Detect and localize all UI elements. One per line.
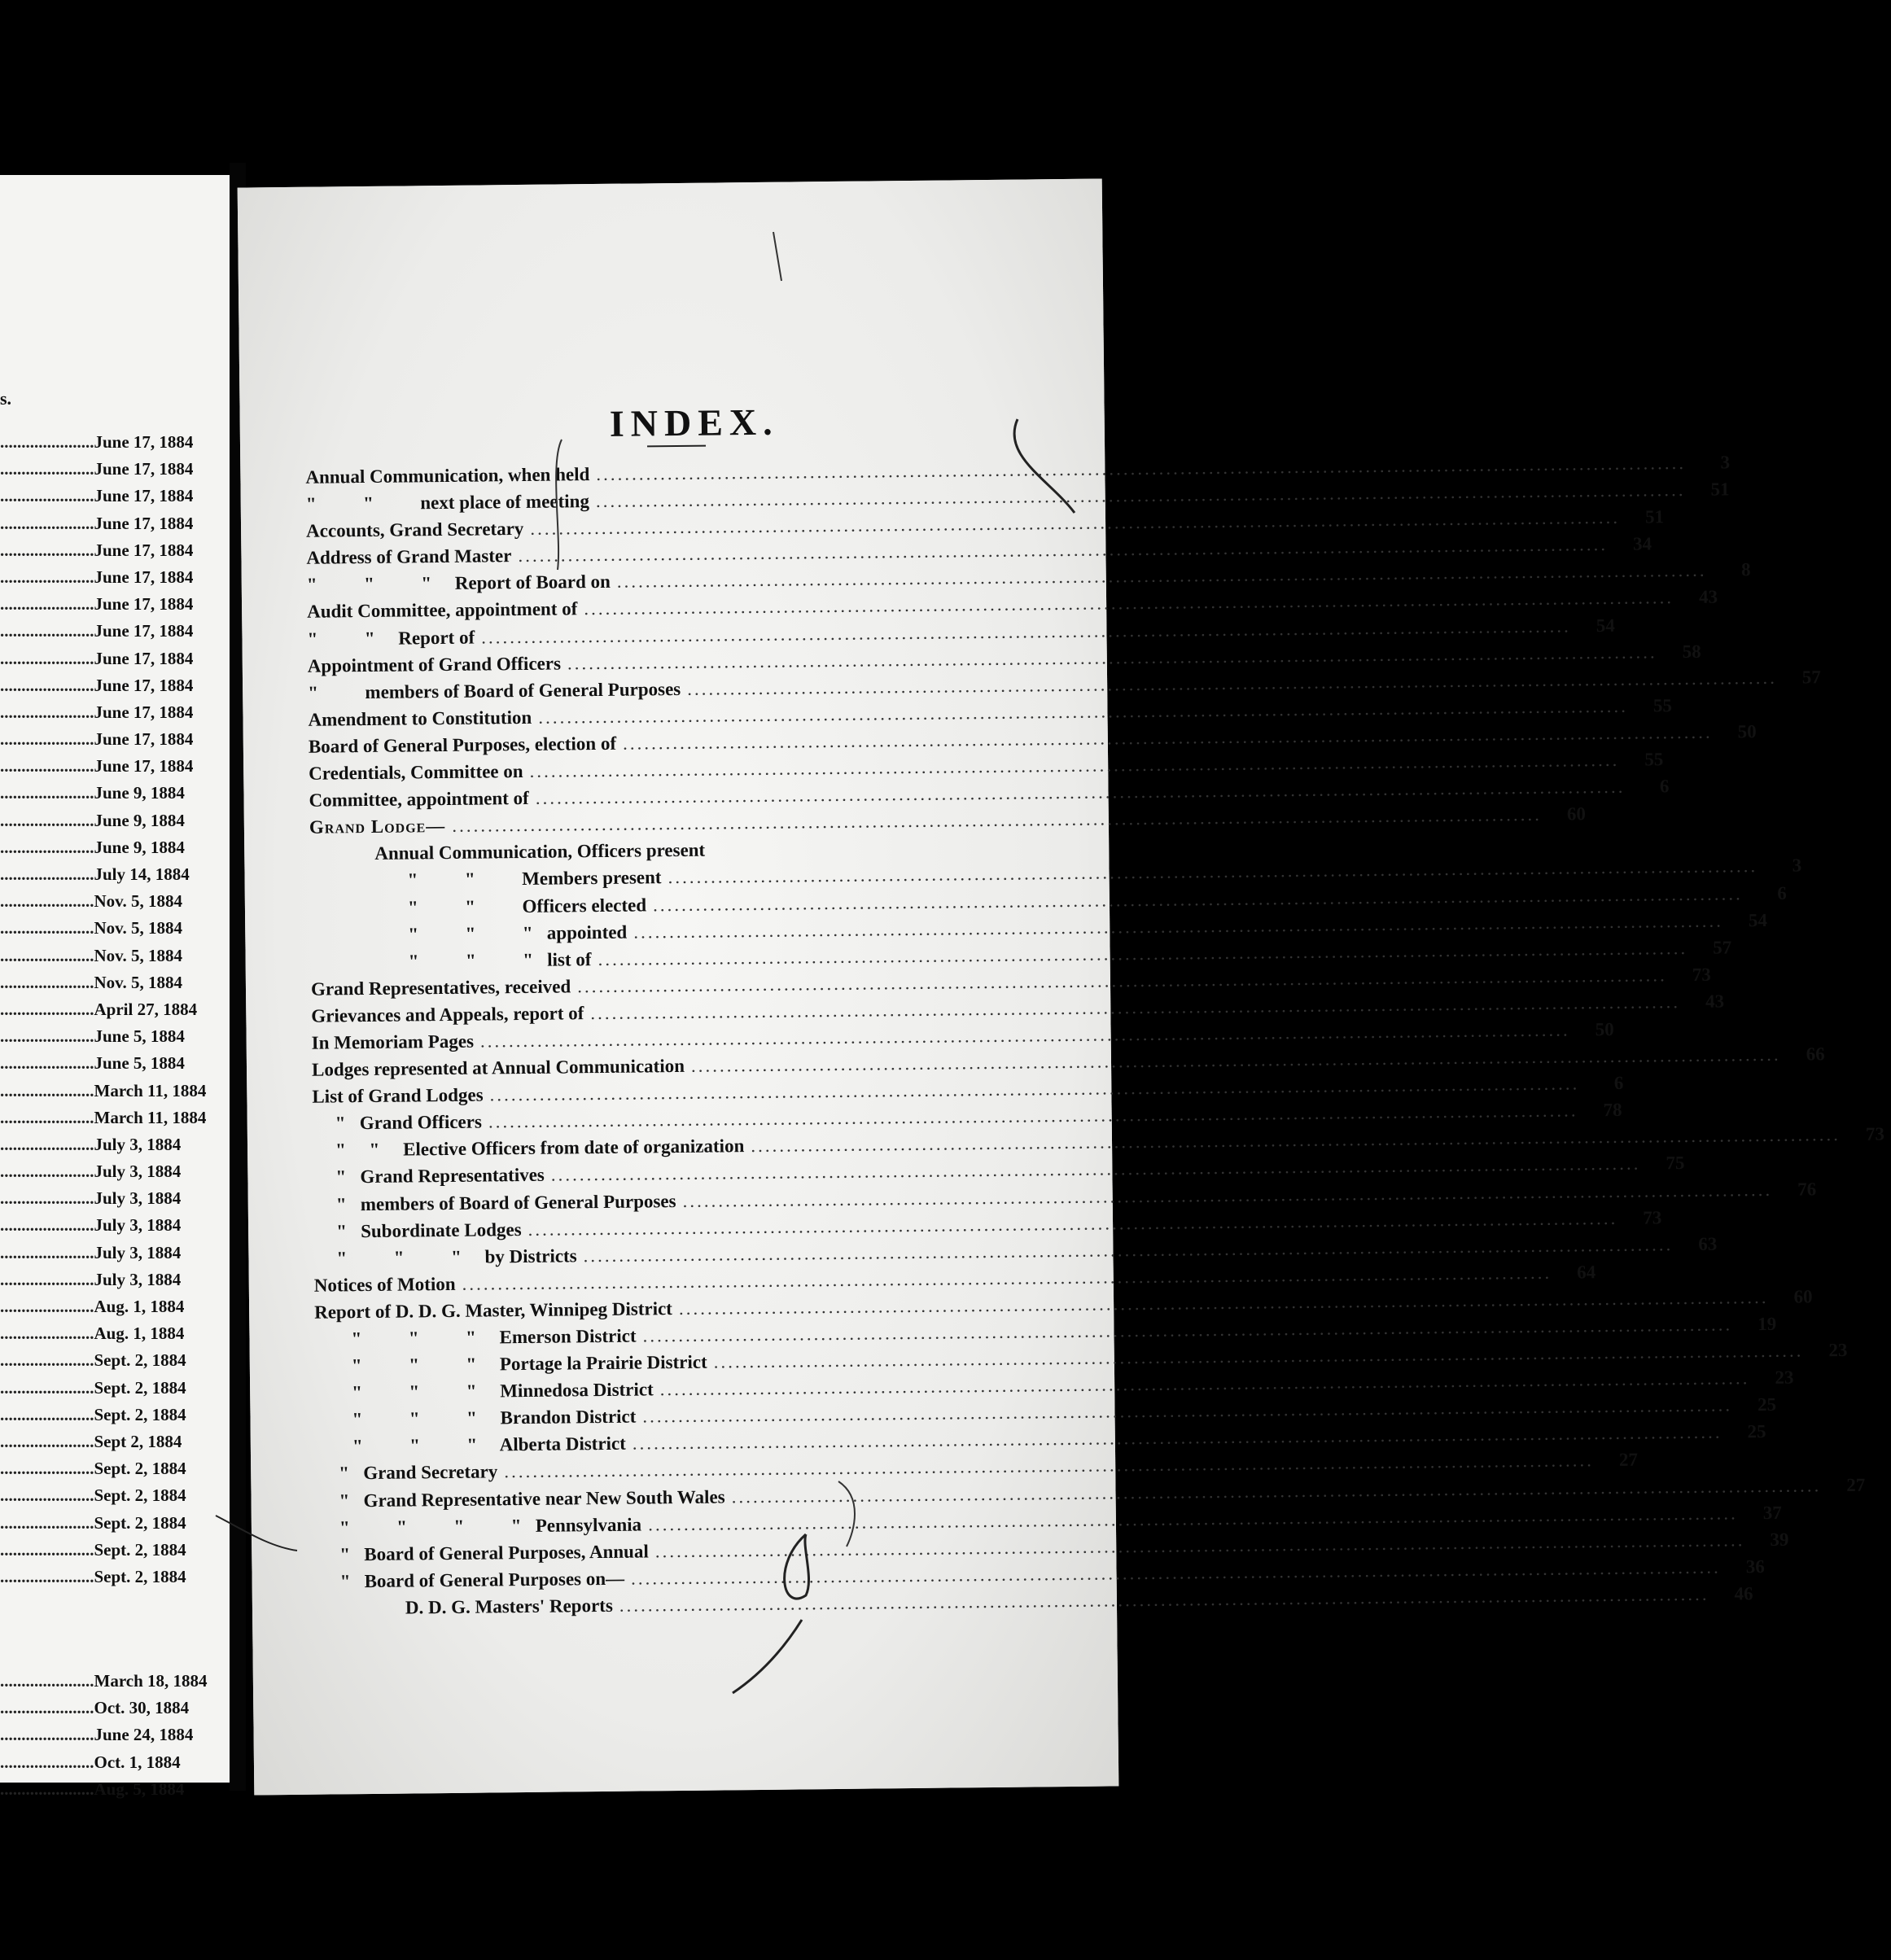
index-entry-text: " " Elective Officers from date of organization	[335, 1135, 745, 1161]
index-entry-page: 63	[1698, 1233, 1718, 1254]
index-entry-page: 46	[1734, 1583, 1753, 1604]
left-date-text: Sept. 2, 1884	[94, 1539, 186, 1560]
left-date-text: June 5, 1884	[94, 1026, 185, 1047]
left-date-text: Sept. 2, 1884	[94, 1566, 186, 1586]
index-entry-page: 25	[1757, 1394, 1777, 1415]
index-entry-text: " Board of General Purposes on—	[339, 1568, 625, 1592]
index-entry-page: 51	[1644, 506, 1665, 527]
index-entry-text: Annual Communication, when held	[305, 464, 590, 488]
index-entry-text: Report of D. D. G. Master, Winnipeg District	[314, 1298, 673, 1323]
index-entry-text: " members of Board of General Purposes	[308, 678, 681, 703]
left-date-text: March 11, 1884	[94, 1107, 207, 1127]
index-entry-page: 6	[1777, 882, 1787, 903]
page-title: INDEX.	[609, 400, 779, 444]
left-date-text: Nov. 5, 1884	[94, 945, 183, 965]
left-date-text: June 17, 1884	[94, 648, 194, 668]
index-entry-text: Amendment to Constitution	[308, 707, 532, 730]
index-entry-page: 36	[1745, 1555, 1765, 1577]
index-entry-page: 23	[1775, 1367, 1794, 1389]
index-entry-text: " Grand Secretary	[339, 1461, 498, 1484]
index-entry-page: 78	[1603, 1100, 1622, 1121]
index-entry-text: Annual Communication, Officers present	[374, 839, 706, 864]
left-date-text: Sept. 2, 1884	[94, 1459, 186, 1479]
index-entry-page: 54	[1748, 909, 1768, 930]
left-date-text: Nov. 5, 1884	[94, 972, 183, 992]
left-date-text: March 11, 1884	[94, 1080, 207, 1100]
index-entry-text: " " " Emerson District	[351, 1325, 637, 1350]
index-entry-page: 54	[1596, 615, 1615, 636]
index-entry-text: Committee, appointment of	[309, 788, 529, 811]
index-entry-page: 55	[1644, 749, 1664, 770]
index-entry-page: 73	[1643, 1206, 1662, 1228]
index-entry-page: 34	[1632, 533, 1652, 554]
left-date-text: Aug. 5, 1884	[94, 1778, 185, 1799]
left-date-text: June 9, 1884	[94, 810, 185, 830]
index-entry-page: 66	[1806, 1043, 1825, 1065]
left-date-text: July 3, 1884	[94, 1269, 182, 1289]
left-date-text: June 24, 1884	[94, 1725, 194, 1745]
index-entry-text: " " " appointed	[408, 921, 628, 945]
left-date-text: July 14, 1884	[94, 864, 190, 884]
index-entry-page: 6	[1659, 776, 1670, 797]
index-entry-text: " " " Report of Board on	[306, 571, 611, 596]
index-entry-page: 27	[1846, 1474, 1866, 1495]
left-date-text: Sept. 2, 1884	[94, 1485, 186, 1506]
index-entry-text: " " " " Pennsylvania	[339, 1514, 642, 1538]
index-entry-page: 64	[1577, 1262, 1596, 1283]
left-date-text: June 9, 1884	[94, 783, 185, 803]
left-date-text: Sept. 2, 1884	[94, 1350, 186, 1371]
left-date-text: July 3, 1884	[94, 1242, 182, 1262]
index-entry-page: 37	[1762, 1502, 1782, 1523]
index-entry-page: 55	[1652, 695, 1673, 716]
left-date-text: June 17, 1884	[94, 513, 194, 533]
index-entry-page: 3	[1720, 452, 1731, 473]
index-entry-page: 19	[1757, 1313, 1777, 1335]
index-entry-page: 57	[1801, 667, 1821, 688]
index-entry-page: 73	[1865, 1123, 1885, 1145]
index-entry-page: 43	[1705, 991, 1725, 1012]
index-entry-page: 50	[1737, 721, 1757, 742]
index-entry-text: " Subordinate Lodges	[335, 1218, 522, 1242]
index-entry-page: 76	[1797, 1178, 1817, 1200]
index-entry-page: 3	[1792, 855, 1802, 877]
left-date-text: July 3, 1884	[94, 1134, 182, 1154]
left-date-text: July 3, 1884	[94, 1188, 182, 1209]
index-entry-text: " members of Board of General Purposes	[335, 1190, 676, 1214]
index-entry-page: 25	[1747, 1421, 1766, 1442]
index-entry-page: 51	[1710, 479, 1730, 500]
index-entry-text: " " " Minnedosa District	[352, 1379, 654, 1403]
left-date-text: June 17, 1884	[94, 540, 194, 560]
index-entry-page: 73	[1692, 964, 1711, 985]
index-entry-text: In Memoriam Pages	[311, 1030, 475, 1053]
index-entry-text: " " Report of	[307, 627, 475, 650]
index-entry-page: 58	[1682, 641, 1701, 662]
left-date-text: June 17, 1884	[94, 459, 194, 479]
index-entry-text: " " next place of meeting	[305, 491, 590, 514]
index-entry-page: 43	[1698, 587, 1718, 608]
index-entry-text: " " " Portage la Prairie District	[351, 1351, 707, 1376]
left-date-text: June 17, 1884	[94, 567, 194, 587]
index-entry-text: Grand Lodge—	[309, 816, 446, 838]
index-entry-page: 75	[1666, 1153, 1685, 1174]
index-entry-text: List of Grand Lodges	[312, 1084, 484, 1107]
index-entry-text: Board of General Purposes, election of	[308, 733, 617, 757]
index-entry-text: " Board of General Purposes, Annual	[339, 1541, 649, 1565]
index-entry-text: " " " Alberta District	[352, 1433, 626, 1457]
index-entry-text: Appointment of Grand Officers	[307, 653, 562, 676]
left-page-header: s.	[0, 388, 12, 409]
index-entry-text: Grand Representatives, received	[310, 976, 571, 1000]
left-date-text: June 17, 1884	[94, 621, 194, 641]
index-entry-text: Accounts, Grand Secretary	[305, 518, 524, 541]
left-date-text: Sept. 2, 1884	[94, 1404, 186, 1424]
index-entry-page: 50	[1595, 1018, 1614, 1040]
index-entry-page: 60	[1566, 803, 1587, 825]
left-date-text: March 18, 1884	[94, 1671, 208, 1691]
index-entry-page: 60	[1793, 1286, 1813, 1307]
index-entry-text: Address of Grand Master	[306, 545, 512, 569]
index-entry-page: 57	[1713, 937, 1732, 958]
index-entry-text: Lodges represented at Annual Communication	[311, 1055, 685, 1080]
left-date-text: April 27, 1884	[94, 999, 198, 1019]
left-date-text: Nov. 5, 1884	[94, 918, 183, 938]
left-date-text: Sept. 2, 1884	[94, 1377, 186, 1398]
left-date-text: Oct. 1, 1884	[94, 1752, 181, 1772]
index-entry-text: Notices of Motion	[313, 1273, 456, 1296]
index-entry-text: D. D. G. Masters' Reports	[405, 1595, 613, 1618]
index-entry-text: " " " by Districts	[336, 1245, 577, 1269]
index-entry-page: 6	[1613, 1073, 1624, 1094]
left-date-text: June 17, 1884	[94, 594, 194, 615]
left-date-text: June 17, 1884	[94, 729, 194, 750]
left-date-text: Aug. 1, 1884	[94, 1297, 185, 1316]
index-entry-text: " Grand Representative near New South Wales	[339, 1485, 725, 1511]
left-date-text: Sept. 2, 1884	[94, 1512, 186, 1533]
left-date-text: June 5, 1884	[94, 1053, 185, 1074]
index-entry-text: " " Members present	[407, 867, 662, 890]
index-entry-text: Grievances and Appeals, report of	[311, 1003, 584, 1026]
index-entry-text: Audit Committee, appointment of	[307, 598, 578, 623]
left-date-text: Aug. 1, 1884	[94, 1323, 185, 1344]
left-date-text: July 3, 1884	[94, 1215, 182, 1236]
index-entry-page: 27	[1618, 1450, 1639, 1471]
index-entry-text: " " " list of	[408, 948, 592, 972]
index-entry-page: 8	[1740, 559, 1751, 580]
left-date-text: June 17, 1884	[94, 756, 194, 777]
index-entry-page: 39	[1770, 1529, 1789, 1550]
left-date-text: June 17, 1884	[94, 432, 194, 452]
left-date-text: Sept 2, 1884	[94, 1431, 182, 1451]
left-date-text: Oct. 30, 1884	[94, 1698, 190, 1718]
index-entry-text: " Grand Representatives	[335, 1165, 545, 1188]
left-date-text: June 17, 1884	[94, 675, 194, 695]
index-entry-text: " " Officers elected	[407, 894, 647, 917]
index-entry-text: " Grand Officers	[335, 1111, 482, 1134]
index-entry-text: " " " Brandon District	[352, 1406, 637, 1430]
left-date-text: Nov. 5, 1884	[94, 891, 183, 912]
index-entry-text: Credentials, Committee on	[309, 761, 523, 784]
left-date-text: June 17, 1884	[94, 486, 194, 506]
left-date-text: June 17, 1884	[94, 702, 194, 722]
left-date-text: June 9, 1884	[94, 837, 185, 857]
left-date-text: July 3, 1884	[94, 1162, 182, 1182]
index-entry-page: 23	[1828, 1340, 1848, 1361]
